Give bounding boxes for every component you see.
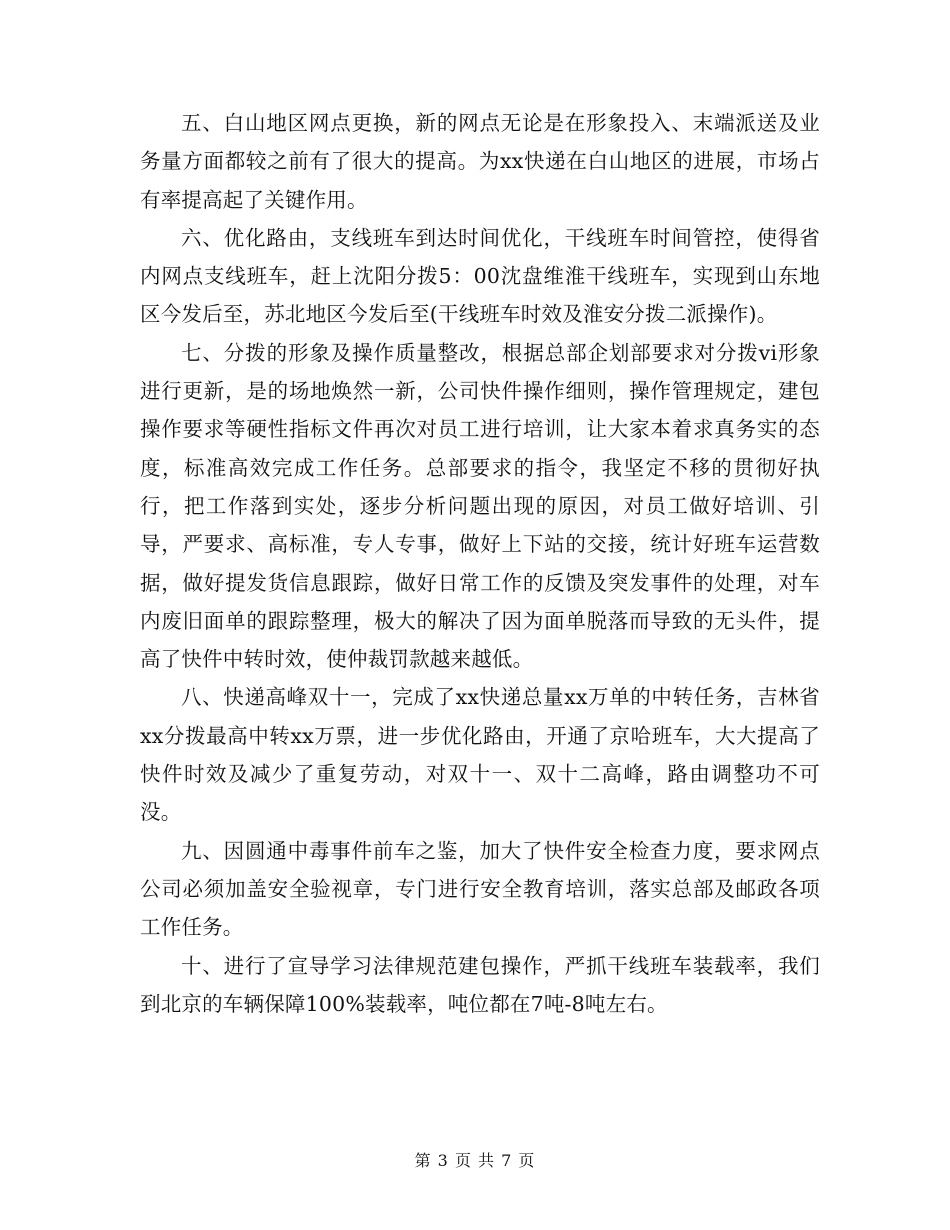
page-footer — [0, 1150, 950, 1172]
paragraph-8: 八、快递高峰双十一，完成了xx快递总量xx万单的中转任务，吉林省xx分拨最高中转xx万票，进一步优化路由，开通了京哈班车，大大提高了快件时效及减少了重复劳动，对双十一、双十二高峰，路由调整功不可没。 — [140, 685, 820, 825]
page-label-prefix: 第 — [414, 1151, 438, 1170]
page-label-middle: 页 共 — [448, 1151, 502, 1170]
paragraph-6: 六、优化路由，支线班车到达时间优化，干线班车时间管控，使得省内网点支线班车，赶上沈阳分拨5：00沈盘维淮干线班车，实现到山东地区今发后至，苏北地区今发后至(干线班车时效及淮安分拨二派操作)。 — [140, 225, 820, 327]
paragraph-7: 七、分拨的形象及操作质量整改，根据总部企划部要求对分拨vi形象进行更新，是的场地焕然一新，公司快件操作细则，操作管理规定，建包操作要求等硬性指标文件再次对员工进行培训，让大家本着求真务实的态度，标准高效完成工作任务。总部要求的指令，我坚定不移的贯彻好执行，把工作落到实处，逐步分析问题出现的原因，对员工做好培训、引导，严要求、高标准，专人专事，做好上下站的交接，统计好班车运营数据，做好提发货信息跟踪，做好日常工作的反馈及突发事件的处理，对车内废旧面单的跟踪整理，极大的解决了因为面单脱落而导致的无头件，提高了快件中转时效，使仲裁罚款越来越低。 — [140, 340, 820, 672]
page-label-suffix: 页 — [512, 1151, 536, 1170]
total-pages-number: 7 — [501, 1151, 513, 1170]
paragraph-10: 十、进行了宣导学习法律规范建包操作，严抓干线班车装载率，我们到北京的车辆保障100%装载率，吨位都在7吨-8吨左右。 — [140, 953, 820, 1016]
paragraph-9: 九、因圆通中毒事件前车之鉴，加大了快件安全检查力度，要求网点公司必须加盖安全验视章，专门进行安全教育培训，落实总部及邮政各项工作任务。 — [140, 838, 820, 940]
document-body — [140, 104, 820, 1023]
paragraph-5: 五、白山地区网点更换，新的网点无论是在形象投入、末端派送及业务量方面都较之前有了很大的提高。为xx快递在白山地区的进展，市场占有率提高起了关键作用。 — [140, 111, 820, 212]
current-page-number: 3 — [437, 1151, 449, 1170]
